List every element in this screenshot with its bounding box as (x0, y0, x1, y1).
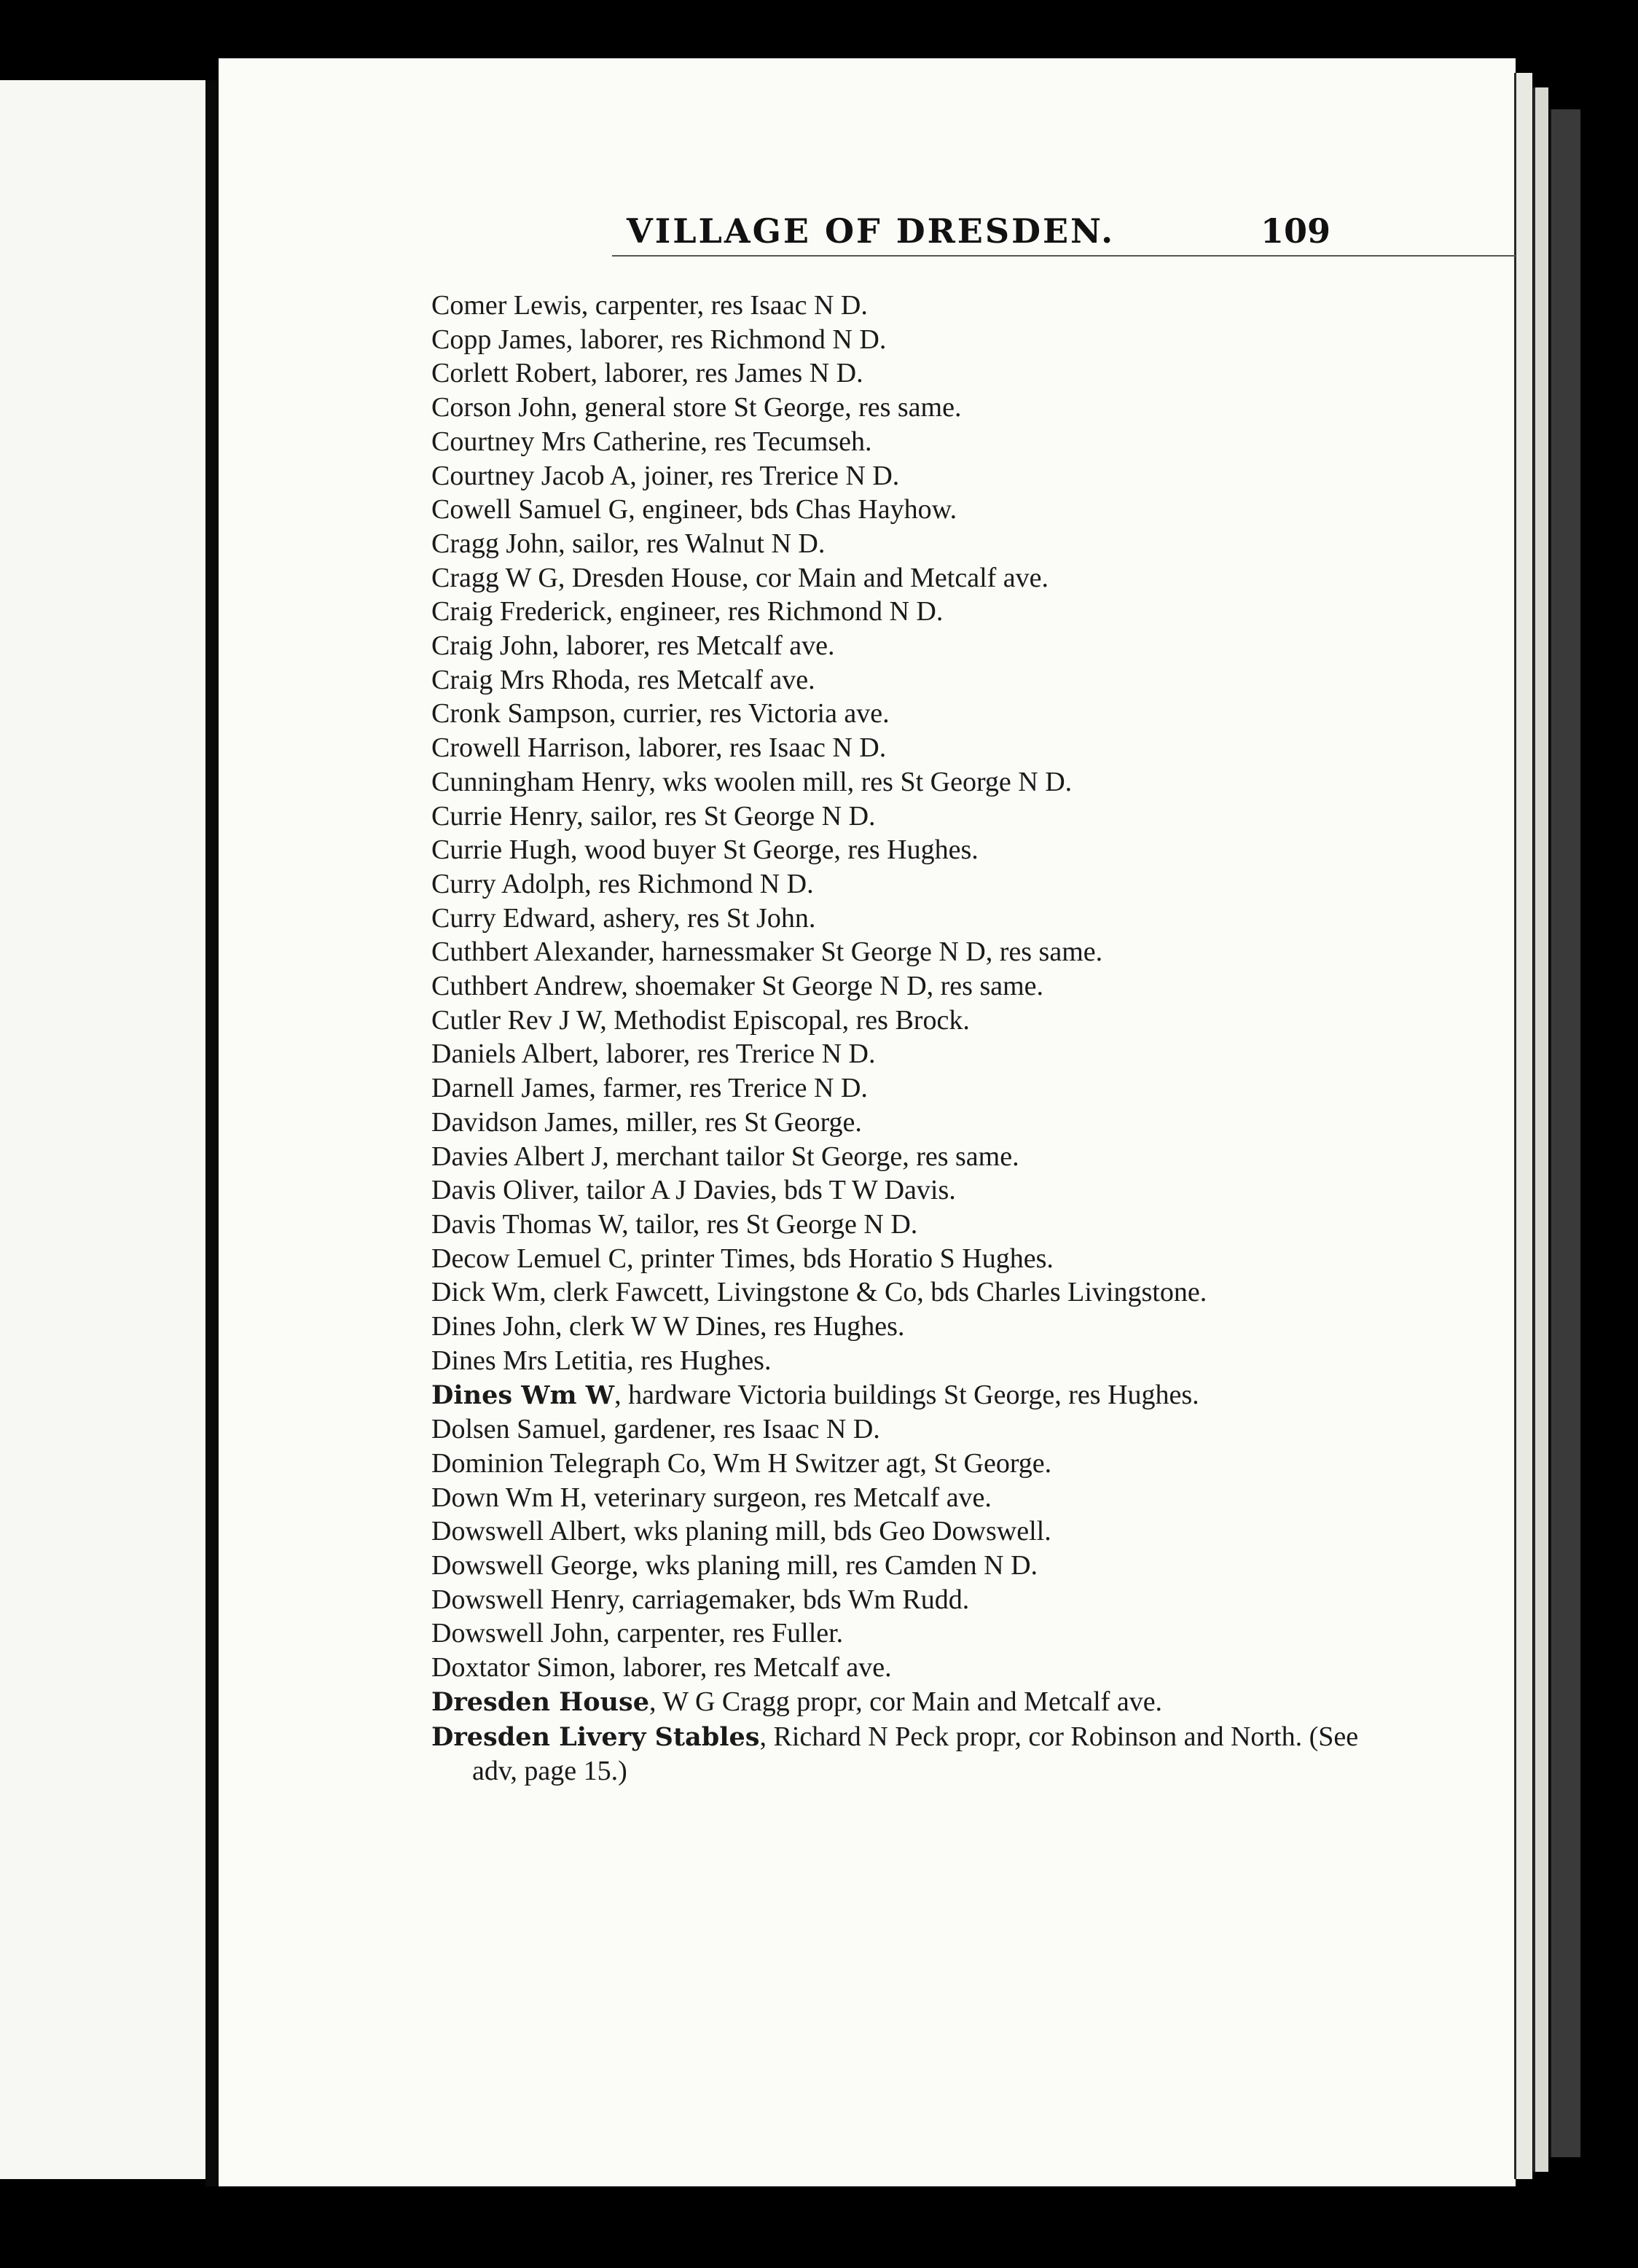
left-page-margin (0, 80, 211, 2179)
entry-details: , shoemaker St George N D, res same. (621, 971, 1044, 1002)
directory-entry (431, 289, 1379, 323)
entry-name: Dines Mrs Letitia (431, 1345, 627, 1376)
entry-details: , currier, res Victoria ave. (608, 698, 890, 730)
directory-entry (431, 1310, 1379, 1344)
entry-details: , res Hughes. (627, 1345, 772, 1376)
directory-entry (431, 1447, 1379, 1481)
directory-entry (431, 629, 1379, 663)
entry-details: , farmer, res Trerice N D. (589, 1073, 868, 1104)
entry-name: Darnell James (431, 1073, 589, 1104)
directory-entry (431, 595, 1379, 629)
entry-details: , clerk Fawcett, Livingstone & Co, bds Charles Livingstone. (539, 1277, 1207, 1308)
directory-entry (431, 1037, 1379, 1071)
directory-entry (431, 493, 1379, 527)
entry-details: , joiner, res Trerice N D. (630, 460, 900, 491)
entry-details: , engineer, res Richmond N D. (606, 596, 944, 627)
directory-entry (431, 1242, 1379, 1276)
page-edge (1533, 87, 1548, 2172)
entry-name: Cragg W G (431, 562, 558, 593)
entry-name: Dick Wm (431, 1277, 540, 1308)
entry-details: , general store St George, res same. (571, 392, 962, 423)
entry-name: Davis Thomas W (431, 1208, 622, 1240)
entry-details: , miller, res St George. (612, 1106, 862, 1138)
entry-details: , laborer, res Metcalf ave. (608, 1652, 892, 1684)
directory-entry (431, 1106, 1379, 1140)
directory-entry (431, 1208, 1379, 1242)
entry-name: Cowell Samuel G (431, 494, 629, 525)
entry-name: Courtney Jacob A (431, 460, 630, 491)
book-gutter (205, 80, 220, 2186)
directory-entry (431, 1583, 1379, 1617)
directory-entry (431, 902, 1379, 936)
entry-details: , res Tecumseh. (700, 426, 872, 457)
entry-name: Craig Frederick (431, 596, 606, 627)
directory-entry (431, 1616, 1379, 1651)
running-title: VILLAGE OF DRESDEN. (627, 211, 1116, 251)
entry-name: Decow Lemuel C (431, 1243, 627, 1274)
directory-entry (431, 1004, 1379, 1038)
entry-name: Comer Lewis (431, 290, 581, 321)
entry-name: Dresden House (431, 1686, 649, 1717)
entry-name: Currie Hugh (431, 834, 571, 866)
directory-entry (431, 425, 1379, 459)
directory-entry (431, 391, 1379, 425)
directory-entry (431, 935, 1368, 969)
directory-entries (431, 289, 1379, 1788)
entry-details: , carpenter, res Fuller. (603, 1618, 844, 1649)
entry-details: , Dresden House, cor Main and Metcalf ave. (557, 562, 1049, 593)
entry-name: Doxtator Simon (431, 1652, 609, 1684)
entry-name: Curry Adolph (431, 868, 585, 899)
entry-details: , harnessmaker St George N D, res same. (648, 936, 1103, 968)
entry-details: , sailor, res Walnut N D. (558, 528, 826, 559)
entry-name: Cunningham Henry (431, 766, 649, 797)
entry-name: Craig John (431, 630, 552, 662)
entry-details: , wks woolen mill, res St George N D. (648, 766, 1073, 797)
directory-entry (431, 1685, 1368, 1720)
entry-details: , laborer, res Metcalf ave. (552, 630, 835, 662)
entry-details: , Methodist Episcopal, res Brock. (600, 1004, 970, 1036)
entry-name: Curry Edward (431, 902, 589, 934)
directory-entry (431, 1412, 1379, 1447)
entry-details: , veterinary surgeon, res Metcalf ave. (580, 1482, 992, 1513)
entry-name: Crowell Harrison (431, 732, 624, 764)
directory-entry (431, 1344, 1379, 1378)
entry-name: Dowswell Albert (431, 1516, 620, 1547)
entry-details: , sailor, res St George N D. (576, 800, 876, 832)
entry-name: Cuthbert Alexander (431, 936, 648, 968)
entry-name: Davies Albert J (431, 1141, 603, 1172)
entry-name: Craig Mrs Rhoda (431, 664, 624, 695)
entry-details: , wks planing mill, res Camden N D. (631, 1550, 1038, 1581)
directory-entry (431, 1651, 1379, 1685)
directory-entry (431, 1071, 1379, 1106)
page-header (219, 211, 1516, 262)
entry-name: Dines Wm W (431, 1380, 615, 1410)
entry-name: Dresden Livery Stables (431, 1721, 760, 1752)
directory-entry (431, 731, 1379, 765)
entry-details: , clerk W W Dines, res Hughes. (555, 1311, 905, 1342)
directory-entry (431, 765, 1379, 799)
entry-details: , Richard N Peck propr, cor Robinson and North. (See adv, page 15.) (472, 1721, 1359, 1787)
directory-entry (431, 969, 1379, 1004)
page-number: 109 (1261, 211, 1331, 251)
entry-name: Down Wm H (431, 1482, 581, 1513)
directory-entry (431, 356, 1379, 391)
page-edge (1514, 73, 1532, 2179)
directory-entry (431, 459, 1379, 493)
entry-name: Dolsen Samuel (431, 1414, 600, 1445)
directory-entry (431, 1275, 1368, 1310)
directory-entry (431, 1173, 1379, 1208)
entry-details: , W G Cragg propr, cor Main and Metcalf ave. (648, 1686, 1163, 1717)
entry-name: Dowswell John (431, 1618, 603, 1649)
entry-name: Davis Oliver (431, 1175, 573, 1206)
entry-details: , printer Times, bds Horatio S Hughes. (627, 1243, 1054, 1274)
directory-entry (431, 1378, 1368, 1413)
directory-entry (431, 1514, 1379, 1549)
directory-entry (431, 833, 1379, 867)
directory-entry (431, 697, 1379, 731)
entry-name: Dominion Telegraph Co (431, 1447, 700, 1479)
entry-details: , res Richmond N D. (584, 868, 814, 899)
book-cover-edge (1549, 109, 1580, 2157)
entry-name: Currie Henry (431, 800, 577, 832)
entry-details: , res Metcalf ave. (623, 664, 815, 695)
entry-name: Cuthbert Andrew (431, 971, 622, 1002)
entry-details: , laborer, res Isaac N D. (624, 732, 887, 764)
directory-entry (431, 561, 1379, 595)
entry-name: Courtney Mrs Catherine (431, 426, 701, 457)
directory-entry (431, 663, 1379, 697)
entry-details: , wood buyer St George, res Hughes. (571, 834, 979, 866)
entry-name: Dines John (431, 1311, 555, 1342)
entry-details: , ashery, res St John. (589, 902, 816, 934)
directory-entry (431, 1481, 1379, 1515)
entry-name: Cronk Sampson (431, 698, 609, 730)
entry-name: Daniels Albert (431, 1039, 592, 1070)
entry-name: Copp James (431, 324, 566, 355)
directory-entry (431, 799, 1379, 834)
entry-name: Corson John (431, 392, 571, 423)
entry-name: Dowswell George (431, 1550, 632, 1581)
directory-entry (431, 527, 1379, 561)
entry-details: , hardware Victoria buildings St George, res Hughes. (614, 1379, 1199, 1410)
entry-details: , Wm H Switzer agt, St George. (700, 1447, 1052, 1479)
entry-details: , merchant tailor St George, res same. (602, 1141, 1019, 1172)
directory-entry (431, 323, 1379, 357)
directory-entry (431, 1720, 1368, 1788)
entry-details: , laborer, res Trerice N D. (592, 1039, 876, 1070)
entry-details: , carpenter, res Isaac N D. (581, 290, 868, 321)
directory-entry (431, 867, 1379, 902)
entry-details: , wks planing mill, bds Geo Dowswell. (619, 1516, 1051, 1547)
directory-entry (431, 1140, 1379, 1174)
entry-details: , laborer, res James N D. (590, 358, 863, 389)
entry-name: Cragg John (431, 528, 559, 559)
header-rule (612, 255, 1516, 257)
entry-details: , engineer, bds Chas Hayhow. (628, 494, 957, 525)
entry-name: Dowswell Henry (431, 1584, 619, 1615)
directory-entry (431, 1549, 1379, 1583)
entry-details: , gardener, res Isaac N D. (600, 1414, 880, 1445)
entry-details: , tailor A J Davies, bds T W Davis. (572, 1175, 956, 1206)
entry-details: , carriagemaker, bds Wm Rudd. (618, 1584, 970, 1615)
entry-name: Cutler Rev J W (431, 1004, 600, 1036)
entry-details: , laborer, res Richmond N D. (565, 324, 887, 355)
entry-name: Corlett Robert (431, 358, 591, 389)
entry-details: , tailor, res St George N D. (622, 1208, 918, 1240)
entry-name: Davidson James (431, 1106, 613, 1138)
